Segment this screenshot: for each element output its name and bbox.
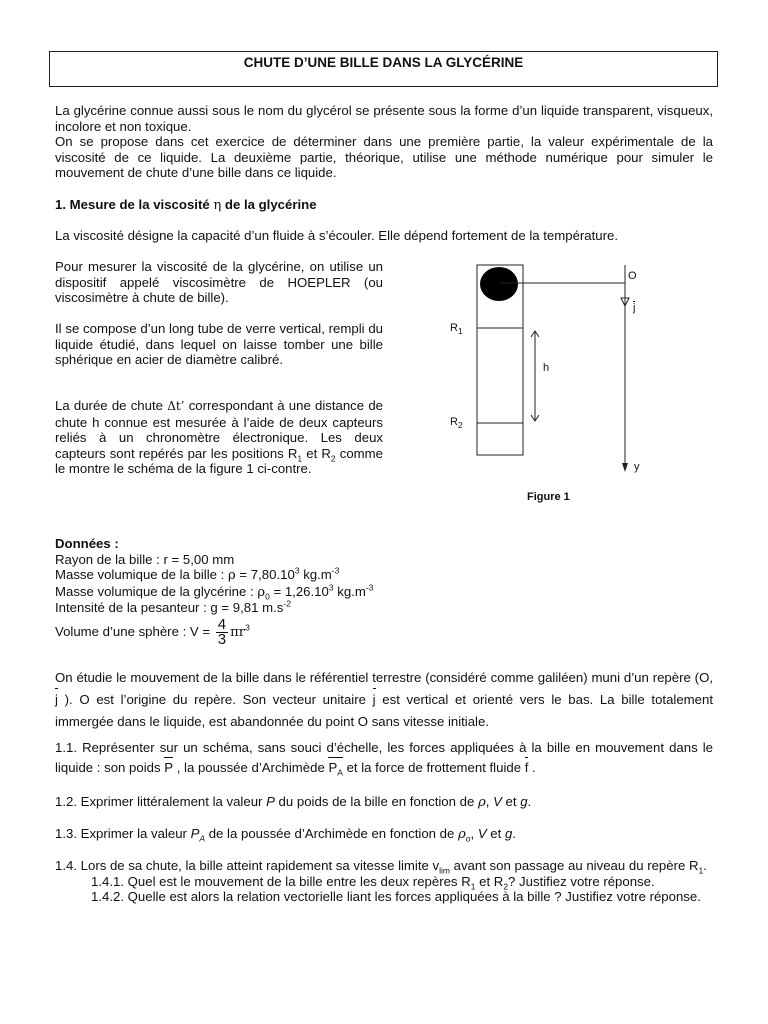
q141-sub1: 1 bbox=[470, 881, 476, 892]
origin-label: O bbox=[628, 270, 637, 282]
figure-1-diagram bbox=[440, 255, 670, 480]
q141-text-c: ? Justifiez votre réponse. bbox=[508, 873, 655, 889]
question-1-4-1 bbox=[55, 874, 713, 890]
etude-text-a: On étudie le mouvement de la bille dans le référentiel terrestre (considéré comme galiléen) muni d’un repère (O, bbox=[55, 670, 713, 685]
r1-sub: 1 bbox=[457, 326, 463, 337]
vol-label: Volume d’une sphère : V = bbox=[55, 623, 214, 639]
q12-g: g bbox=[520, 794, 528, 809]
j-vector-inline-2: j bbox=[373, 689, 376, 711]
intro-paragraph bbox=[55, 103, 713, 181]
rho-value: = 7,80.10 bbox=[235, 567, 295, 582]
y-axis-arrowhead bbox=[622, 463, 628, 472]
archimede-vector bbox=[328, 758, 342, 778]
p3-text-c: et R bbox=[302, 445, 331, 461]
q14-intro bbox=[55, 858, 713, 874]
donnees-block bbox=[55, 536, 455, 647]
p3-text-d: comme le montre le schéma de la figure 1 ci-contre. bbox=[55, 445, 383, 476]
measurement-paragraph-3 bbox=[55, 398, 383, 477]
q13-rho-sub: o bbox=[465, 833, 471, 844]
vol-exp: 3 bbox=[245, 622, 250, 633]
q13-rho: ρ bbox=[458, 827, 466, 842]
q13-P-sub: A bbox=[199, 833, 206, 844]
q13-P: P bbox=[190, 826, 200, 841]
delta-t-symbol: Δt’ bbox=[167, 399, 185, 413]
etude-paragraph bbox=[55, 667, 713, 733]
question-1-1 bbox=[55, 738, 713, 778]
q12-rho: ρ bbox=[477, 795, 486, 810]
q14-sub1: 1 bbox=[698, 865, 704, 876]
page-title: CHUTE D’UNE BILLE DANS LA GLYCÉRINE bbox=[243, 55, 524, 70]
r2-label bbox=[450, 416, 463, 431]
pa-letter: P bbox=[328, 760, 338, 775]
rho0-sub: 0 bbox=[265, 591, 270, 602]
q14-text-a: 1.4. Lors de sa chute, la bille atteint rapidement sa vitesse limite v bbox=[55, 858, 440, 873]
measurement-paragraph-1: Pour mesurer la viscosité de la glycérine, on utilise un dispositif appelé viscosimètre de HOEPLER (ou viscosimètre à chute de bille). bbox=[55, 259, 383, 305]
rho0-symbol: ρ bbox=[257, 584, 266, 600]
rho-symbol: ρ bbox=[228, 568, 236, 583]
g-exp: -2 bbox=[283, 598, 291, 609]
vol-numerator: 4 bbox=[217, 615, 227, 633]
donnee-rayon: Rayon de la bille : r = 5,00 mm bbox=[55, 551, 235, 567]
q11-text-a: 1.1. Représenter sur un schéma, sans souci d’échelle, les forces appliquées à la bille en mouvement dans le liquide : son poids bbox=[55, 740, 713, 775]
q14-text-b: avant son passage au niveau du repère R bbox=[449, 858, 699, 873]
donnee-rho-glycerine bbox=[55, 584, 455, 601]
intro-line-1: La glycérine connue aussi sous le nom du glycérol se présente sous la forme d’un liquide transparent, visqueux, incolore et non toxique. bbox=[55, 103, 713, 134]
r1-letter: R bbox=[450, 322, 458, 334]
g-text: Intensité de la pesanteur : g = 9,81 m.s bbox=[55, 600, 284, 615]
p3-text-a: La durée de chute bbox=[55, 398, 168, 413]
q13-text-d: et bbox=[486, 826, 505, 841]
measurement-paragraph-2: Il se compose d’un long tube de verre vertical, rempli du liquide étudié, dans lequel on laisse tomber une bille sphérique en acier de diamètre calibré. bbox=[55, 321, 383, 367]
rho0-unit: kg.m bbox=[333, 583, 366, 599]
q13-text-b: de la poussée d’Archimède en fonction de bbox=[205, 826, 458, 841]
pa-sub: A bbox=[337, 767, 343, 778]
steel-ball bbox=[480, 267, 518, 301]
h-label: h bbox=[543, 362, 550, 374]
r2-sub: 2 bbox=[457, 420, 463, 431]
rho0-unit-exp: -3 bbox=[365, 582, 374, 593]
weight-vector: P bbox=[164, 758, 173, 778]
donnee-pesanteur bbox=[55, 600, 455, 616]
question-1-4 bbox=[55, 858, 713, 905]
q11-text-b: , la poussée d’Archimède bbox=[173, 760, 329, 775]
q141-text-b: et R bbox=[475, 873, 504, 889]
rho0-label: Masse volumique de la glycérine : bbox=[55, 583, 258, 599]
q141-sub2: 2 bbox=[503, 881, 509, 892]
heading-text-end: de la glycérine bbox=[221, 197, 317, 212]
sub-2: 2 bbox=[330, 453, 336, 464]
donnees-heading: Données : bbox=[55, 536, 119, 551]
title-box bbox=[49, 51, 718, 87]
r2-letter: R bbox=[450, 416, 458, 428]
heading-text: 1. Mesure de la viscosité bbox=[55, 197, 214, 212]
section-1-heading bbox=[55, 197, 317, 214]
q13-text-e: . bbox=[512, 826, 516, 841]
q141-text-a: 1.4.1. Quel est le mouvement de la bille entre les deux repères R bbox=[91, 873, 471, 889]
p3-text-b: correspondant à une distance de chute h connue est mesurée à l’aide de deux capteurs reliés à un chronomètre électronique. Les deux capteurs sont repérés par les positions R bbox=[55, 398, 383, 461]
rho-unit-exp: -3 bbox=[331, 565, 340, 576]
etude-text-c: est vertical et orienté vers le bas. La bille totalement immergée dans le liquide, est abandonnée du point O sans vitesse initiale. bbox=[55, 692, 713, 729]
q12-text-e: . bbox=[527, 794, 532, 809]
rho-label: Masse volumique de la bille : bbox=[55, 567, 228, 582]
intro-line-2: On se propose dans cet exercice de déterminer dans une première partie, la valeur expérimentale de la viscosité de ce liquide. La deuxième partie, théorique, utilise une méthode numérique pour simuler le mouvement de chute d’une bille dans ce liquide. bbox=[55, 134, 713, 180]
q12-text-d: et bbox=[501, 794, 521, 809]
q12-text-b: du poids de la bille en fonction de bbox=[274, 794, 478, 809]
q11-text-c: et la force de frottement fluide bbox=[342, 760, 525, 775]
question-1-3 bbox=[55, 826, 713, 843]
vol-pi-r: πr bbox=[230, 624, 246, 640]
q12-P: P bbox=[266, 794, 275, 809]
q14-text-c: . bbox=[703, 858, 707, 873]
q11-text-d: . bbox=[528, 760, 536, 775]
donnee-rho-bille bbox=[55, 567, 455, 584]
etude-text-b: ). O est l’origine du repère. Son vecteur unitaire bbox=[57, 692, 373, 707]
q13-text-c: , bbox=[470, 826, 478, 841]
rho-unit: kg.m bbox=[299, 567, 332, 582]
friction-vector: f bbox=[525, 758, 529, 778]
vol-fraction bbox=[216, 615, 228, 648]
figure-caption: Figure 1 bbox=[527, 491, 570, 503]
sub-1: 1 bbox=[297, 453, 303, 464]
j-vector-inline-1: j bbox=[55, 689, 58, 711]
q13-text-a: 1.3. Exprimer la valeur bbox=[55, 826, 191, 841]
q12-text-c: , bbox=[485, 794, 494, 809]
rho-exp: 3 bbox=[294, 565, 300, 576]
q12-text-a: 1.2. Exprimer littéralement la valeur bbox=[55, 794, 267, 809]
question-1-2 bbox=[55, 794, 713, 811]
rho0-exp: 3 bbox=[328, 582, 334, 593]
unit-vector-label bbox=[633, 302, 635, 314]
rho0-value: = 1,26.10 bbox=[269, 583, 329, 599]
j-vector: j bbox=[633, 302, 636, 314]
question-1-4-2: 1.4.2. Quelle est alors la relation vectorielle liant les forces appliquées à la bille ? Justifiez votre réponse. bbox=[91, 889, 701, 904]
vol-denominator: 3 bbox=[217, 630, 227, 648]
eta-symbol: η bbox=[213, 198, 222, 213]
donnee-volume-sphere bbox=[55, 615, 455, 648]
r1-label bbox=[450, 322, 463, 337]
viscosity-definition: La viscosité désigne la capacité d’un fluide à s’écouler. Elle dépend fortement de la température. bbox=[55, 228, 619, 243]
q13-V: V bbox=[477, 826, 487, 841]
q13-g: g bbox=[504, 826, 513, 841]
y-axis-label: y bbox=[634, 461, 640, 473]
q12-V: V bbox=[493, 794, 502, 809]
q14-lim-sub: lim bbox=[439, 865, 450, 876]
